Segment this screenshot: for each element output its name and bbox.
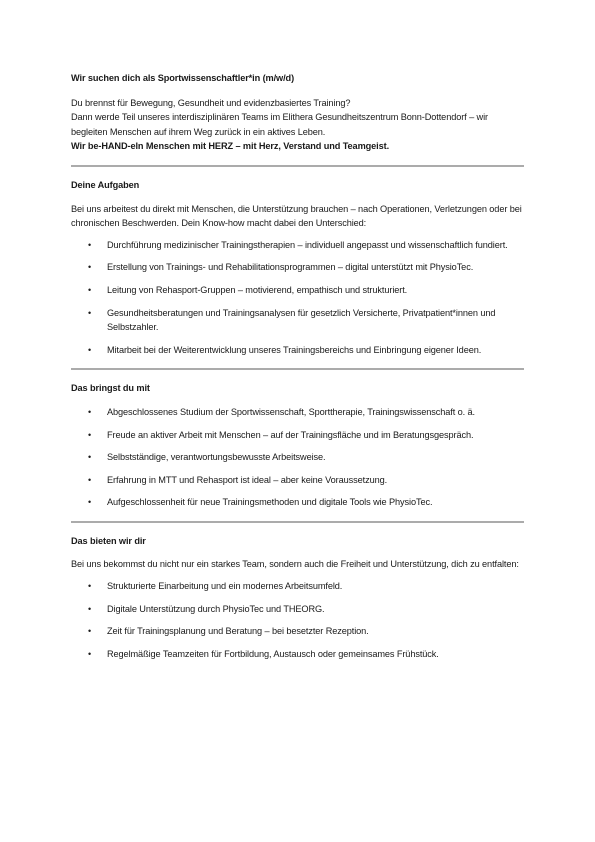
list-item bbox=[71, 602, 524, 617]
document-content bbox=[71, 71, 524, 669]
job-title: Wir suchen dich als Sportwissenschaftler*in (m/w/d) bbox=[71, 73, 295, 83]
section bbox=[71, 178, 524, 357]
bullet-list bbox=[71, 579, 524, 661]
list-item-text: Strukturierte Einarbeitung und ein modernes Arbeitsumfeld. bbox=[107, 581, 343, 592]
bullet-icon: • bbox=[88, 452, 92, 463]
intro-line: Du brennst für Bewegung, Gesundheit und evidenzbasiertes Training? bbox=[71, 97, 351, 108]
bullet-icon: • bbox=[88, 429, 92, 440]
section-paragraph: Bei uns arbeitest du direkt mit Menschen, die Unterstützung brauchen – nach Operationen, Verletzungen oder bei chronischen Beschwerden. Dein Know-how macht dabei den Unterschied: bbox=[71, 203, 522, 229]
bullet-icon: • bbox=[88, 344, 92, 355]
bullet-icon: • bbox=[88, 648, 92, 659]
bullet-icon: • bbox=[88, 307, 92, 318]
list-item-text: Erfahrung in MTT und Rehasport ist ideal – aber keine Voraussetzung. bbox=[107, 474, 388, 485]
intro-line: Dann werde Teil unseres interdisziplinären Teams im Elithera Gesundheitszentrum Bonn-Dottendorf – wir begleiten Menschen auf ihrem Weg zurück in ein aktives Leben. bbox=[71, 112, 488, 137]
section-divider bbox=[71, 165, 524, 167]
list-item bbox=[71, 238, 524, 253]
list-item-text: Mitarbeit bei der Weiterentwicklung unseres Trainingsbereichs und Einbringung eigener Ideen. bbox=[107, 344, 482, 355]
bullet-list bbox=[71, 405, 524, 510]
list-item-text: Regelmäßige Teamzeiten für Fortbildung, Austausch oder gemeinsames Frühstück. bbox=[107, 648, 439, 659]
list-item-text: Selbstständige, verantwortungsbewusste Arbeitsweise. bbox=[107, 452, 326, 463]
list-item bbox=[71, 283, 524, 298]
list-item bbox=[71, 343, 524, 358]
section-title: Das bieten wir dir bbox=[71, 535, 146, 546]
intro-block bbox=[71, 96, 524, 154]
list-item bbox=[71, 579, 524, 594]
bullet-icon: • bbox=[88, 406, 92, 417]
bullet-icon: • bbox=[88, 474, 92, 485]
bullet-icon: • bbox=[88, 284, 92, 295]
list-item-text: Digitale Unterstützung durch PhysioTec und THEORG. bbox=[107, 603, 325, 614]
bullet-list bbox=[71, 238, 524, 358]
list-item bbox=[71, 473, 524, 488]
list-item-text: Gesundheitsberatungen und Trainingsanalysen für gesetzlich Versicherte, Privatpatient*innen und Selbstzahler. bbox=[107, 307, 496, 333]
bullet-icon: • bbox=[88, 581, 92, 592]
slogan: Wir be-HAND-eln Menschen mit HERZ – mit Herz, Verstand und Teamgeist. bbox=[71, 141, 390, 152]
section-title: Deine Aufgaben bbox=[71, 179, 140, 190]
sections-container bbox=[71, 165, 524, 661]
list-item bbox=[71, 495, 524, 510]
bullet-icon: • bbox=[88, 626, 92, 637]
section-paragraph: Bei uns bekommst du nicht nur ein starkes Team, sondern auch die Freiheit und Unterstützung, dich zu entfalten: bbox=[71, 559, 519, 570]
list-item bbox=[71, 450, 524, 465]
bullet-icon: • bbox=[88, 262, 92, 273]
list-item bbox=[71, 405, 524, 420]
list-item-text: Freude an aktiver Arbeit mit Menschen – auf der Trainingsfläche und im Beratungsgespräch. bbox=[107, 429, 474, 440]
section-title: Das bringst du mit bbox=[71, 383, 150, 394]
list-item bbox=[71, 428, 524, 443]
list-item-text: Durchführung medizinischer Trainingstherapien – individuell angepasst und wissenschaftlich fundiert. bbox=[107, 239, 508, 250]
list-item bbox=[71, 647, 524, 662]
bullet-icon: • bbox=[88, 603, 92, 614]
section-divider bbox=[71, 521, 524, 523]
list-item-text: Leitung von Rehasport-Gruppen – motivierend, empathisch und strukturiert. bbox=[107, 284, 408, 295]
bullet-icon: • bbox=[88, 497, 92, 508]
list-item-text: Zeit für Trainingsplanung und Beratung – bei besetzter Rezeption. bbox=[107, 626, 369, 637]
list-item bbox=[71, 260, 524, 275]
list-item bbox=[71, 624, 524, 639]
section bbox=[71, 381, 524, 510]
list-item bbox=[71, 306, 524, 335]
list-item-text: Aufgeschlossenheit für neue Trainingsmethoden und digitale Tools wie PhysioTec. bbox=[107, 497, 433, 508]
list-item-text: Abgeschlossenes Studium der Sportwissenschaft, Sporttherapie, Trainingswissenschaft o. ä. bbox=[107, 406, 475, 417]
section-divider bbox=[71, 368, 524, 370]
list-item-text: Erstellung von Trainings- und Rehabilitationsprogrammen – digital unterstützt mit PhysioTec. bbox=[107, 262, 474, 273]
section bbox=[71, 534, 524, 662]
bullet-icon: • bbox=[88, 239, 92, 250]
